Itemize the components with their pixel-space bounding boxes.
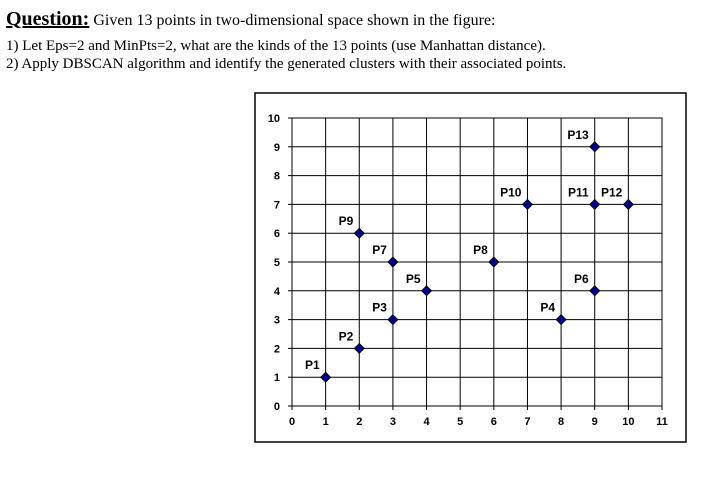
point-label-p4: P4 bbox=[540, 300, 556, 315]
x-tick-label: 11 bbox=[656, 416, 668, 428]
y-tick-label: 4 bbox=[273, 285, 280, 298]
question-text: Given 13 points in two-dimensional space shown in the figure: bbox=[89, 12, 496, 29]
point-label-p9: P9 bbox=[338, 214, 354, 229]
y-tick-label: 8 bbox=[273, 170, 280, 183]
y-tick-label: 5 bbox=[273, 257, 280, 269]
point-label-p3: P3 bbox=[372, 300, 387, 315]
x-tick-label: 4 bbox=[423, 416, 430, 428]
point-label-p13: P13 bbox=[567, 127, 589, 142]
point-label-p5: P5 bbox=[405, 271, 421, 286]
x-tick-label: 1 bbox=[322, 416, 329, 428]
y-tick-label: 10 bbox=[267, 113, 280, 125]
y-tick-label: 3 bbox=[273, 314, 280, 327]
x-tick-label: 5 bbox=[457, 416, 464, 428]
question-item-1: 1) Let Eps=2 and MinPts=2, what are the kinds of the 13 points (use Manhattan distance). bbox=[6, 38, 546, 54]
y-tick-label: 1 bbox=[273, 372, 280, 385]
x-tick-label: 6 bbox=[490, 416, 497, 428]
y-tick-label: 2 bbox=[273, 343, 280, 356]
x-tick-label: 2 bbox=[356, 416, 363, 428]
x-tick-label: 9 bbox=[591, 416, 598, 428]
point-label-p1: P1 bbox=[304, 358, 320, 373]
y-tick-label: 7 bbox=[273, 199, 280, 212]
point-label-p12: P12 bbox=[601, 185, 623, 200]
y-tick-label: 9 bbox=[273, 141, 280, 154]
x-tick-label: 10 bbox=[622, 416, 635, 428]
point-label-p11: P11 bbox=[568, 185, 589, 200]
x-tick-label: 8 bbox=[558, 416, 565, 428]
question-item-2: 2) Apply DBSCAN algorithm and identify the generated clusters with their associated points. bbox=[6, 56, 567, 72]
question-label: Question: bbox=[6, 8, 90, 30]
point-label-p7: P7 bbox=[372, 243, 387, 257]
y-tick-label: 6 bbox=[273, 228, 280, 241]
x-tick-label: 0 bbox=[288, 416, 296, 428]
point-label-p10: P10 bbox=[500, 185, 522, 200]
y-tick-label: 0 bbox=[273, 401, 280, 413]
x-tick-label: 3 bbox=[389, 416, 396, 428]
point-label-p2: P2 bbox=[338, 329, 354, 344]
x-tick-label: 7 bbox=[524, 416, 531, 428]
point-label-p6: P6 bbox=[574, 271, 589, 286]
point-label-p8: P8 bbox=[473, 243, 488, 257]
